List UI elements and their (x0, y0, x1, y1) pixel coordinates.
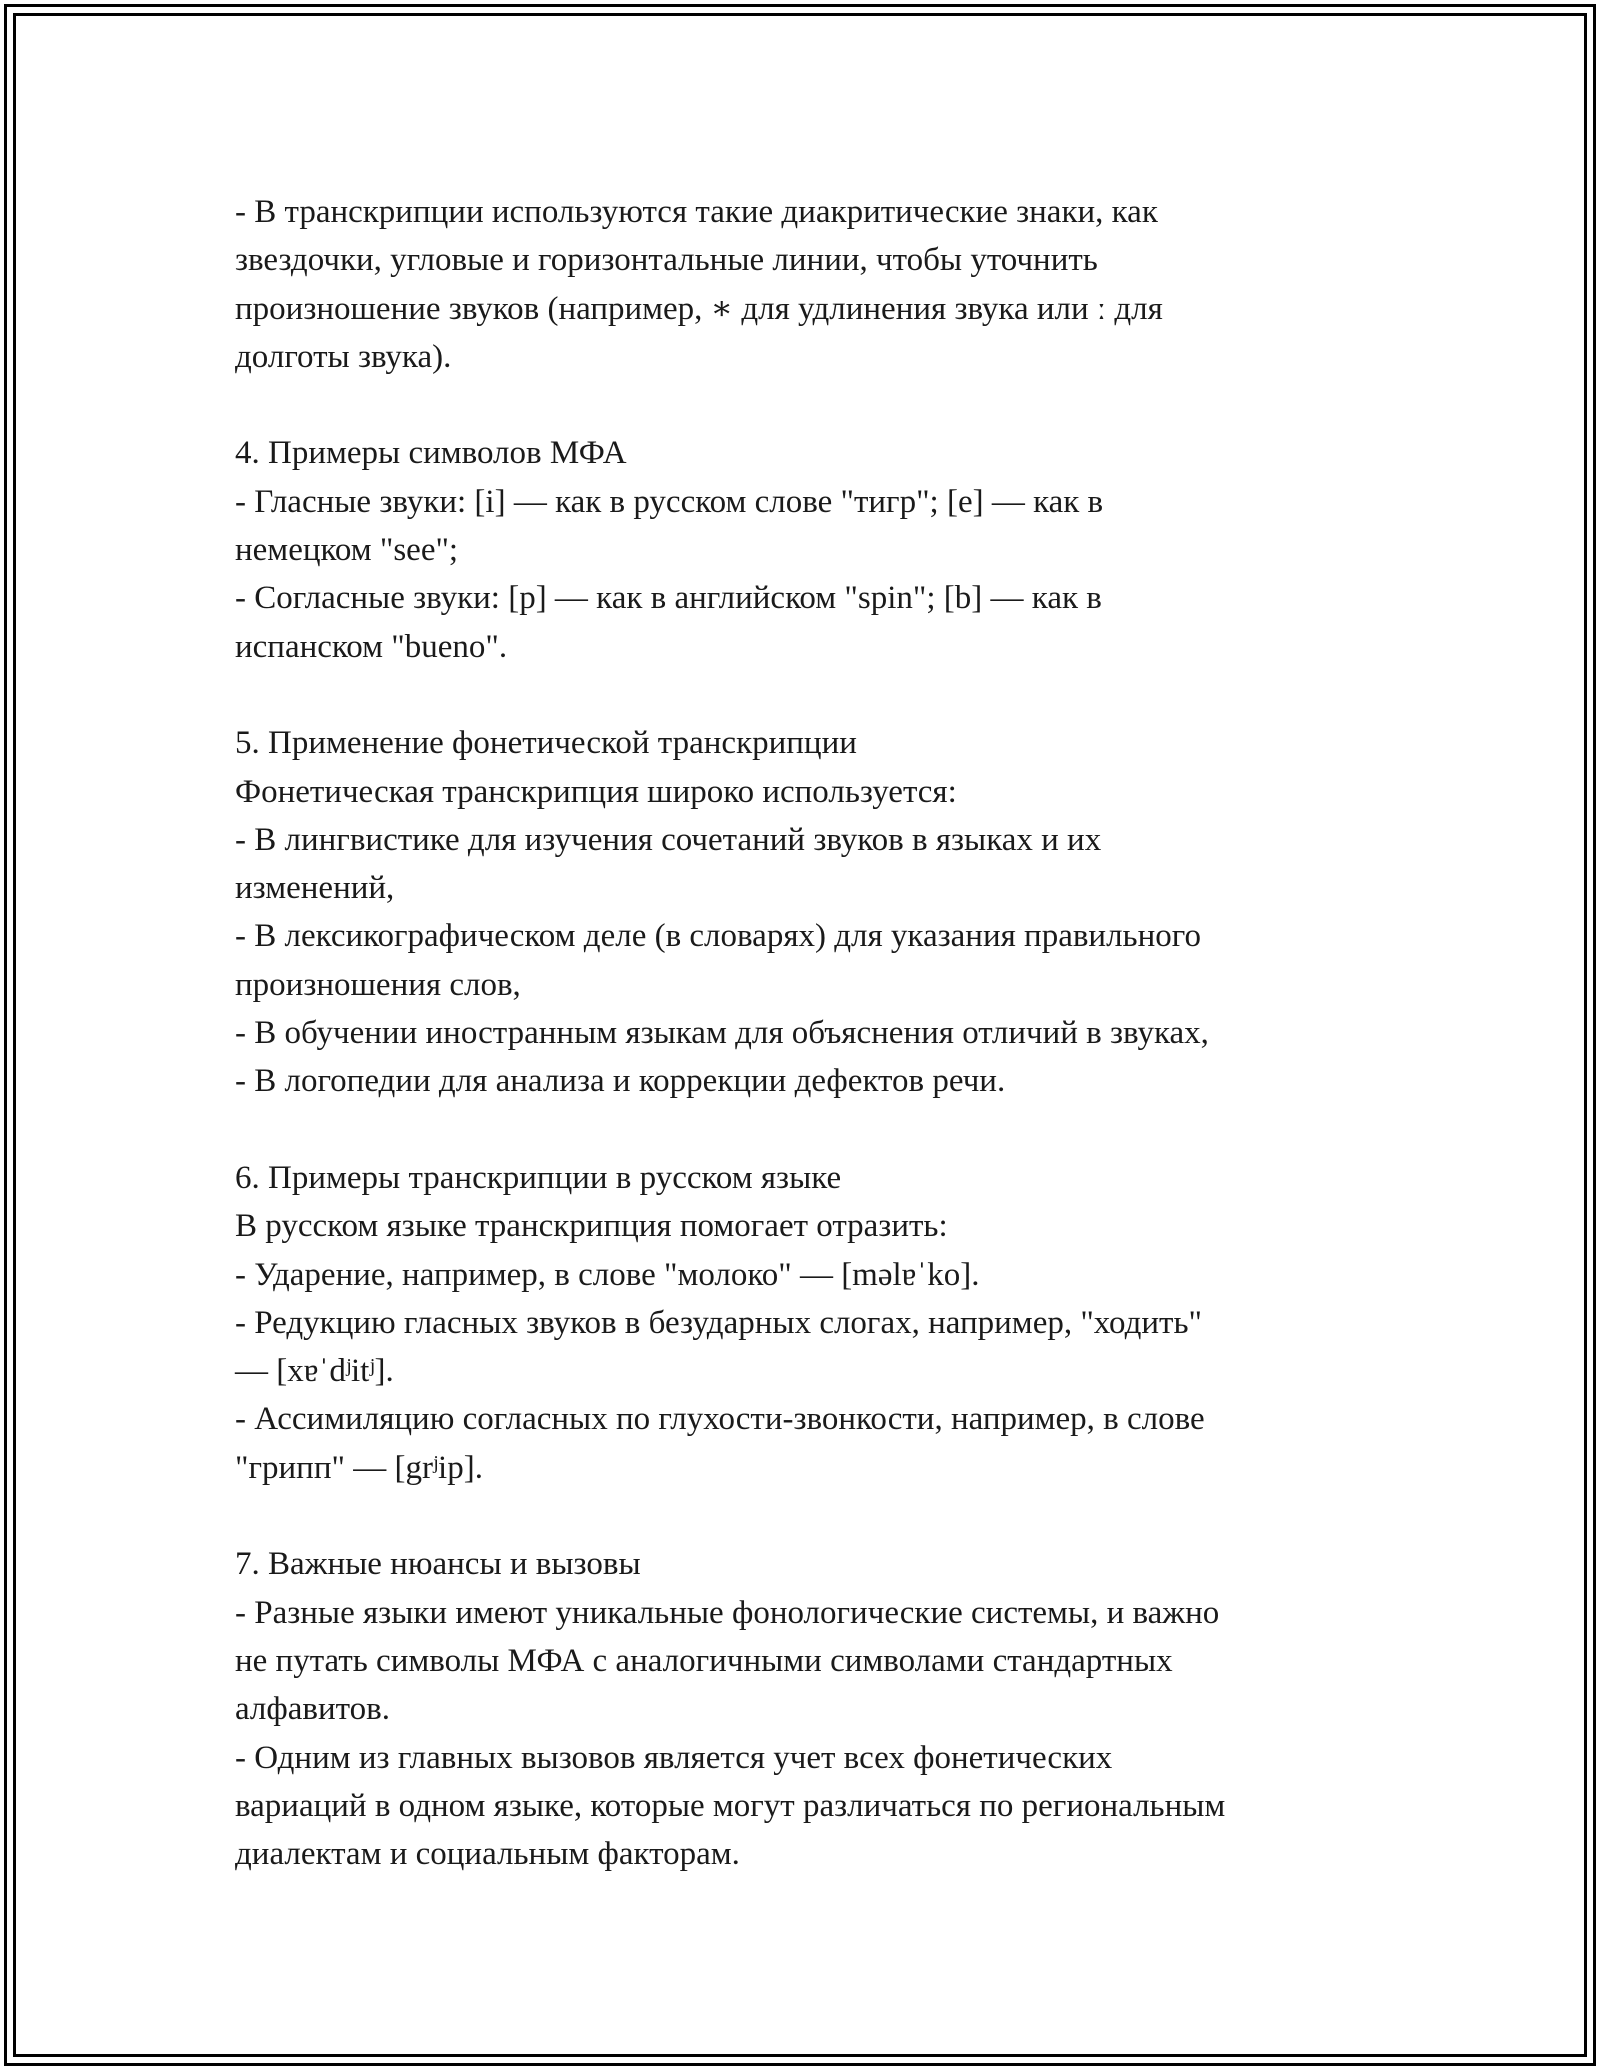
paragraph-gap (235, 1492, 1385, 1540)
text-line: диалектам и социальным факторам. (235, 1836, 740, 1873)
text-line: произношение звуков (например, ∗ для удлинения звука или ː для (235, 290, 1163, 327)
text-line: - Разные языки имеют уникальные фонологические системы, и важно (235, 1594, 1220, 1631)
section-ipa-examples (235, 429, 1385, 670)
section-heading: 6. Примеры транскрипции в русском языке (235, 1159, 842, 1196)
document-body (235, 188, 1385, 1878)
text-line: - Одним из главных вызовов является учет всех фонетических (235, 1739, 1113, 1776)
section-heading: 7. Важные нюансы и вызовы (235, 1546, 641, 1583)
text-line: - В логопедии для анализа и коррекции дефектов речи. (235, 1063, 1006, 1100)
text-line: не путать символы МФА с аналогичными символами стандартных (235, 1642, 1173, 1679)
text-line: - Гласные звуки: [i] — как в русском слове "тигр"; [e] — как в (235, 483, 1104, 520)
paragraph-gap (235, 381, 1385, 429)
text-line: произношения слов, (235, 966, 521, 1003)
section-diacritics (235, 188, 1385, 381)
text-line: алфавитов. (235, 1691, 390, 1728)
text-line: — [xɐˈdʲitʲ]. (235, 1353, 394, 1390)
paragraph-gap (235, 671, 1385, 719)
text-line: В русском языке транскрипция помогает отразить: (235, 1208, 948, 1245)
text-line: немецком "see"; (235, 532, 459, 569)
text-line: изменений, (235, 870, 395, 907)
text-line: - В транскрипции используются такие диакритические знаки, как (235, 194, 1158, 230)
section-heading: 4. Примеры символов МФА (235, 435, 627, 472)
text-line: - Ассимиляцию согласных по глухости-звонкости, например, в слове (235, 1401, 1205, 1438)
text-line: - В лингвистике для изучения сочетаний звуков в языках и их (235, 821, 1102, 858)
section-application (235, 719, 1385, 1105)
text-line: - Ударение, например, в слове "молоко" — [məlɐˈko]. (235, 1256, 980, 1293)
text-line: Фонетическая транскрипция широко используется: (235, 773, 957, 810)
text-line: - Редукцию гласных звуков в безударных слогах, например, "ходить" (235, 1304, 1202, 1341)
text-line: - В лексикографическом деле (в словарях) для указания правильного (235, 918, 1201, 955)
text-line: долготы звука). (235, 338, 452, 375)
section-nuances (235, 1540, 1385, 1878)
text-line: "грипп" — [grʲip]. (235, 1449, 483, 1486)
section-russian-examples (235, 1154, 1385, 1492)
text-line: - Согласные звуки: [p] — как в английском "spin"; [b] — как в (235, 580, 1102, 617)
text-line: - В обучении иностранным языкам для объяснения отличий в звуках, (235, 1015, 1209, 1052)
text-line: испанском "bueno". (235, 628, 508, 665)
paragraph-gap (235, 1106, 1385, 1154)
text-line: вариаций в одном языке, которые могут различаться по региональным (235, 1787, 1226, 1824)
text-line: звездочки, угловые и горизонтальные линии, чтобы уточнить (235, 242, 1098, 279)
section-heading: 5. Применение фонетической транскрипции (235, 725, 857, 762)
